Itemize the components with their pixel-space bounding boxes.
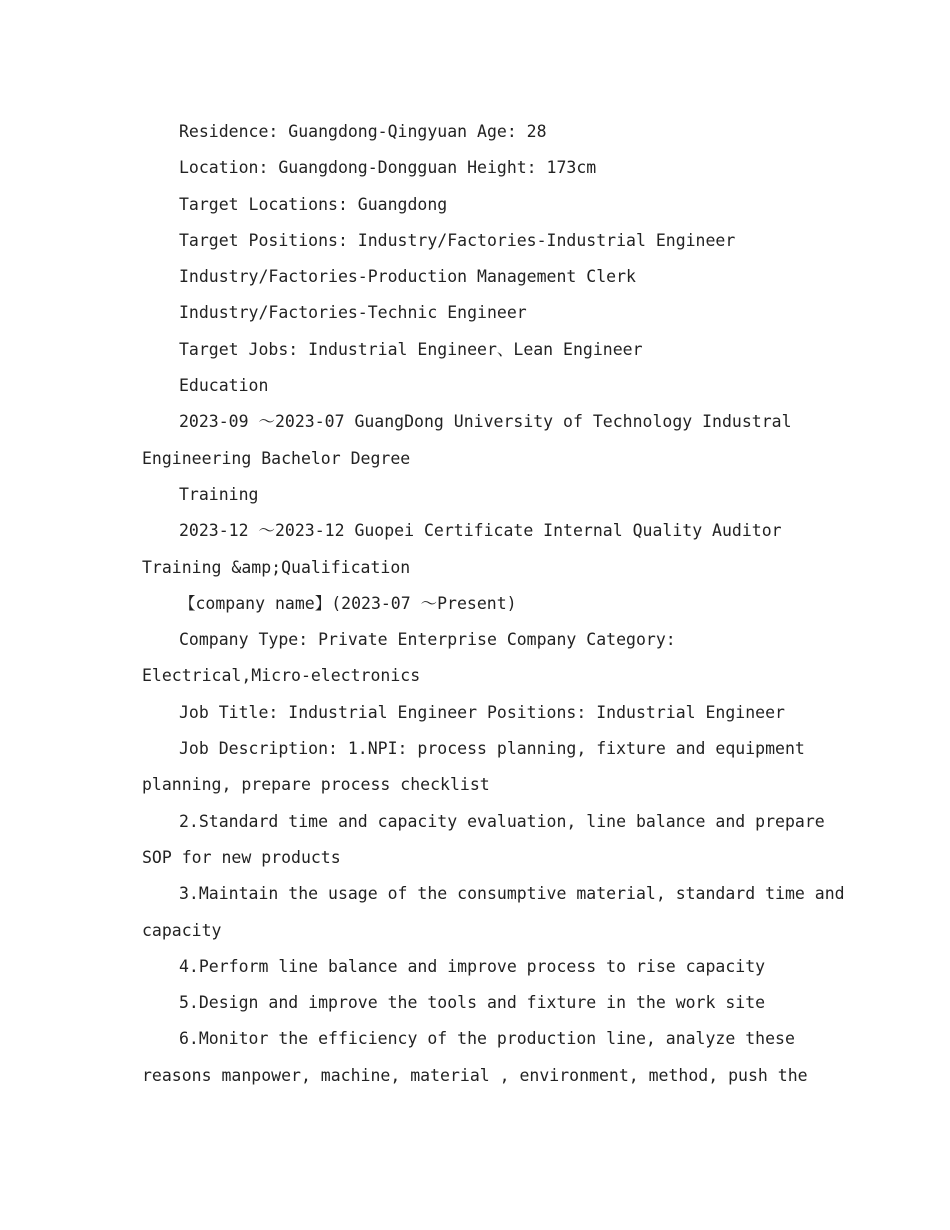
resume-text-body: [142, 114, 845, 1094]
education-entry-continued: Engineering Bachelor Degree: [142, 448, 411, 468]
duty-item-4: 4.Perform line balance and improve process to rise capacity: [179, 956, 766, 976]
company-type-line: Company Type: Private Enterprise Company Category:: [179, 630, 676, 650]
target-locations-line: Target Locations: Guangdong: [179, 194, 448, 214]
location-height-line: Location: Guangdong-Dongguan Height: 173cm: [179, 158, 597, 178]
target-jobs-line: Target Jobs: Industrial Engineer、Lean Engineer: [179, 339, 643, 359]
target-positions-line-2: Industry/Factories-Production Management Clerk: [179, 267, 636, 287]
target-positions-line: Target Positions: Industry/Factories-Industrial Engineer: [179, 230, 736, 250]
job-title-line: Job Title: Industrial Engineer Positions: Industrial Engineer: [179, 702, 785, 722]
training-entry: 2023-12 ～2023-12 Guopei Certificate Internal Quality Auditor: [179, 521, 782, 541]
duty-item-6-continued: reasons manpower, machine, material , environment, method, push the: [142, 1065, 808, 1085]
company-category-line: Electrical,Micro-electronics: [142, 666, 421, 686]
education-heading: Education: [179, 376, 269, 396]
duty-item-2-continued: SOP for new products: [142, 847, 341, 867]
training-heading: Training: [179, 484, 259, 504]
duty-item-5: 5.Design and improve the tools and fixture in the work site: [179, 993, 766, 1013]
job-description-continued: planning, prepare process checklist: [142, 775, 490, 795]
residence-age-line: Residence: Guangdong-Qingyuan Age: 28: [179, 122, 547, 141]
target-positions-line-3: Industry/Factories-Technic Engineer: [179, 303, 527, 323]
duty-item-3-continued: capacity: [142, 920, 222, 940]
job-description-line: Job Description: 1.NPI: process planning, fixture and equipment: [179, 739, 805, 759]
education-entry: 2023-09 ～2023-07 GuangDong University of Technology Industral: [179, 412, 792, 432]
duty-item-3: 3.Maintain the usage of the consumptive material, standard time and: [179, 884, 845, 904]
training-entry-continued: Training &amp;Qualification: [142, 557, 411, 577]
duty-item-2: 2.Standard time and capacity evaluation, line balance and prepare: [179, 811, 825, 831]
duty-item-6: 6.Monitor the efficiency of the production line, analyze these: [179, 1029, 795, 1049]
company-name-line: 【company name】(2023-07 ～Present): [179, 593, 517, 613]
